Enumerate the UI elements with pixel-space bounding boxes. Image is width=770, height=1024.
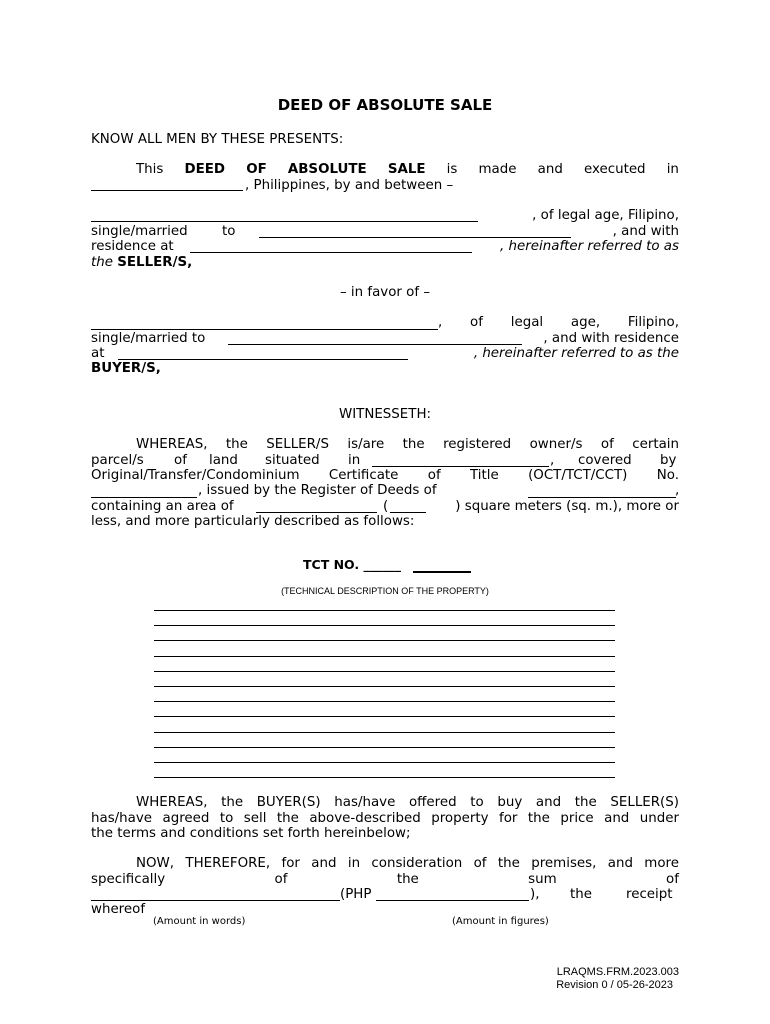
now-therefore-word: receipt	[626, 887, 673, 902]
amount-words-blank[interactable]	[91, 900, 340, 901]
seller-civil-status: single/married	[91, 224, 188, 239]
title-number-blank[interactable]	[91, 497, 197, 498]
whereas1-paren: (	[383, 499, 389, 514]
technical-description-blank-line[interactable]	[154, 610, 615, 611]
form-code: LRAQMS.FRM.2023.003	[556, 966, 679, 978]
whereas1-line-3	[91, 468, 679, 484]
seller-hereinafter-text: , hereinafter referred to as	[500, 239, 679, 254]
whereas1-word: Certificate	[328, 468, 399, 483]
whereas1-word: Original/Transfer/Condominium	[91, 468, 300, 483]
whereas1-word: covered	[578, 453, 632, 468]
amount-in-words-caption: (Amount in words)	[153, 916, 246, 927]
seller-designation	[91, 255, 192, 271]
whereas2-line-1: WHEREAS, the BUYER(S) has/have offered to buy and the SELLER(S)	[136, 795, 679, 810]
now-therefore-word: the	[570, 887, 592, 902]
amount-in-figures-caption: (Amount in figures)	[452, 916, 549, 927]
whereas1-word: (OCT/TCT/CCT)	[528, 468, 628, 483]
place-blank[interactable]	[91, 190, 243, 191]
intro-word: SALE	[387, 162, 426, 177]
technical-description-blank-line[interactable]	[154, 625, 615, 626]
buyer-and-with-residence: , and with residence	[543, 331, 679, 346]
now-therefore-word: of	[666, 872, 679, 887]
buyer-word: of	[470, 315, 483, 330]
seller-line-1: , of legal age, Filipino,	[532, 208, 679, 223]
whereas2-line-2: has/have agreed to sell the above-described property for the price and under	[91, 811, 679, 826]
whereas1-line-1: WHEREAS, the SELLER/S is/are the registered owner/s of certain	[136, 437, 679, 452]
intro-word: executed	[583, 162, 646, 177]
now-therefore-line-2	[91, 872, 679, 888]
buyer-at: at	[91, 346, 105, 361]
buyer-designation	[91, 361, 161, 377]
intro-line-1	[136, 162, 679, 178]
land-location-blank[interactable]	[372, 466, 549, 467]
now-therefore-whereof: whereof	[91, 902, 146, 917]
whereas2-line-3: the terms and conditions set forth hereinbelow;	[91, 826, 411, 841]
whereas1-area-label: containing an area of	[91, 499, 234, 514]
revision-info: Revision 0 / 05-26-2023	[556, 979, 673, 991]
technical-description-label: (TECHNICAL DESCRIPTION OF THE PROPERTY)	[281, 586, 489, 596]
whereas1-word: situated	[265, 453, 320, 468]
buyer-word: age,	[570, 315, 601, 330]
seller-name-blank[interactable]	[91, 221, 478, 222]
whereas1-word: ,	[550, 453, 555, 468]
intro-word: OF	[246, 162, 267, 177]
whereas1-comma: ,	[675, 483, 680, 498]
whereas1-word: of	[427, 468, 441, 483]
seller-hereinafter	[472, 239, 679, 255]
technical-description-blank-line[interactable]	[154, 762, 615, 763]
intro-word: made	[478, 162, 517, 177]
tct-number-blank[interactable]	[413, 571, 471, 573]
register-of-deeds-blank[interactable]	[528, 497, 676, 498]
technical-description-blank-line[interactable]	[154, 747, 615, 748]
whereas1-word: by	[660, 453, 677, 468]
now-therefore-word: of	[274, 872, 288, 887]
whereas1-word: of	[174, 453, 187, 468]
now-therefore-word: ),	[530, 887, 540, 902]
whereas1-line-6: less, and more particularly described as follows:	[91, 514, 415, 529]
area-words-blank[interactable]	[256, 512, 377, 513]
technical-description-blank-line[interactable]	[154, 686, 615, 687]
buyer-word: ,	[438, 315, 443, 330]
intro-word: This	[136, 162, 164, 177]
buyer-hereinafter-text: , hereinafter referred to as the	[473, 346, 679, 361]
buyer-civil-status: single/married to	[91, 331, 206, 346]
whereas1-word: parcel/s	[91, 453, 144, 468]
buyer-word: Filipino,	[627, 315, 679, 330]
buyer-residence-blank[interactable]	[118, 359, 408, 360]
now-therefore-line-1: NOW, THEREFORE, for and in consideration of the premises, and more	[136, 856, 679, 871]
buyer-label: BUYER/S,	[91, 361, 161, 376]
whereas1-issued: , issued by the Register of Deeds of	[198, 483, 437, 498]
amount-figures-blank[interactable]	[376, 900, 529, 901]
intro-word: DEED	[184, 162, 226, 177]
buyer-word: legal	[510, 315, 544, 330]
seller-label: SELLER/S,	[117, 255, 193, 270]
intro-word: is	[446, 162, 458, 177]
witnesseth-heading: WITNESSETH:	[338, 407, 432, 422]
seller-spouse-blank[interactable]	[259, 237, 571, 238]
buyer-line-1	[438, 315, 679, 331]
now-therefore-word: specifically	[91, 872, 166, 887]
seller-the: the	[91, 255, 113, 270]
seller-and-with: , and with	[612, 224, 679, 239]
technical-description-blank-line[interactable]	[154, 671, 615, 672]
now-therefore-php: (PHP	[340, 887, 372, 902]
whereas1-word: Title	[470, 468, 499, 483]
seller-residence-blank[interactable]	[190, 252, 472, 253]
technical-description-blank-line[interactable]	[154, 640, 615, 641]
technical-description-blank-line[interactable]	[154, 732, 615, 733]
tct-number-label: TCT NO. ______	[303, 557, 401, 572]
now-therefore-word: sum	[528, 872, 557, 887]
intro-word: ABSOLUTE	[287, 162, 367, 177]
technical-description-blank-line[interactable]	[154, 701, 615, 702]
buyer-name-blank[interactable]	[91, 329, 438, 330]
technical-description-blank-line[interactable]	[154, 656, 615, 657]
seller-residence-label: residence at	[91, 239, 174, 254]
technical-description-blank-line[interactable]	[154, 716, 615, 717]
whereas1-word: land	[209, 453, 238, 468]
document-title: DEED OF ABSOLUTE SALE	[277, 96, 493, 114]
intro-word: in	[666, 162, 679, 177]
technical-description-blank-line[interactable]	[154, 777, 615, 778]
whereas1-word: in	[348, 453, 361, 468]
intro-line-2: , Philippines, by and between –	[245, 178, 454, 193]
whereas1-word: No.	[656, 468, 679, 483]
know-all-men-heading: KNOW ALL MEN BY THESE PRESENTS:	[91, 132, 344, 147]
buyer-hereinafter	[408, 346, 679, 362]
in-favor-of: – in favor of –	[339, 285, 431, 300]
whereas1-sqm: ) square meters (sq. m.), more or	[455, 499, 679, 514]
seller-to: to	[222, 224, 236, 239]
area-figures-blank[interactable]	[390, 512, 426, 513]
buyer-spouse-blank[interactable]	[228, 344, 522, 345]
intro-word: and	[537, 162, 563, 177]
now-therefore-word: the	[396, 872, 419, 887]
